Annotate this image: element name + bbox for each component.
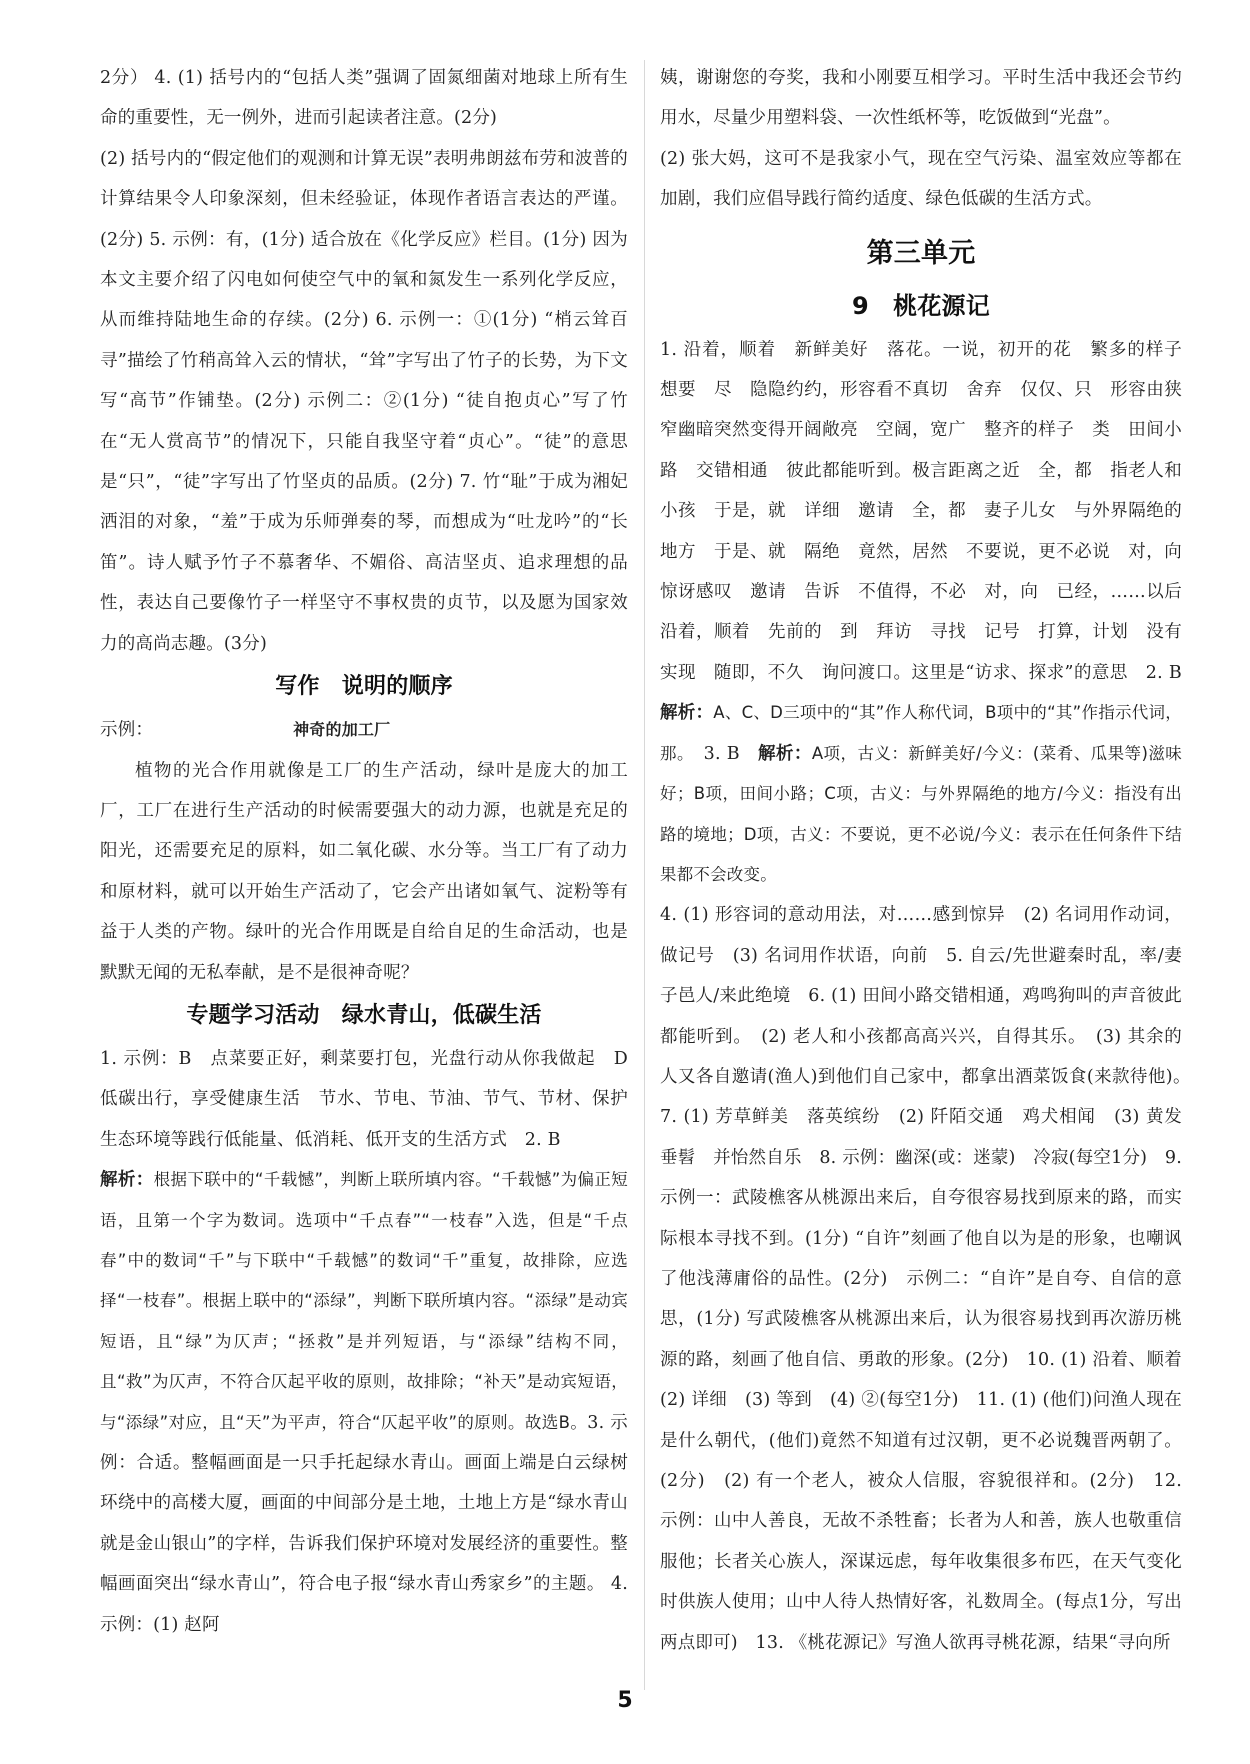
answer-block: (2) 张大妈，这可不是我家小气，现在空气污染、温室效应等都在加剧，我们应倡导践行简约适度、绿色低碳的生活方式。 xyxy=(660,148,1182,210)
unit-heading: 第三单元 xyxy=(866,237,976,269)
analysis-text: 根据下联中的“千载憾”，判断上联所填内容。“千载憾”为偏正短语，且第一个字为数词。选项中“千点春”“一枝春”入选，但是“千点春”中的数词“千”与下联中“千载憾”的数词“千”重复，故排除，应选择“一枝春”。根据上联中的“添绿”，判断下联所填内容。“添绿”是动宾短语，且“绿”为仄声；“拯救”是并列短语，与“添绿”结构不同，且“救”为仄声，不符合仄起平收的原则，故排除；“补天”是动宾短语，与“添绿”对应，且“天”为平声，符合“仄起平收”的原则。故选B。 xyxy=(100,1170,628,1432)
answer-block: 4. (1) 形容词的意动用法，对……感到惊异 (2) 名词用作动词，做记号 (3) 名词用作状语，向前 5. 自云/先世避秦时乱，率/妻子邑人/来此绝境 6. (1) 田间小路交错相通，鸡鸣狗叫的声音彼此都能听到。 (2) 老人和小孩都高高兴兴，自得其乐。 (3) 其余的人又各自邀请(渔人)到他们自己家中，都拿出酒菜饭食(来款待他)。 7. (1) 芳草鲜美 落英缤纷 (2) 阡陌交通 鸡犬相闻 (3) 黄发垂髫 并怡然自乐 8. 示例：幽深(或：迷蒙) 冷寂(每空1分) 9. 示例一：武陵樵客从桃源出来后，自夸很容易找到原来的路，而实际根本寻找不到。(1分) “自许”刻画了他自以为是的形象，也嘲讽了他浅薄庸俗的品性。(2分) 示例二：“自许”是自夸、自信的意思，(1分) 写武陵樵客从桃源出来后，认为很容易找到再次游历桃源的路，刻画了他自信、勇敢的形象。(2分) 10. (1) 沿着、顺着 (2) 详细 (3) 等到 (4) ②(每空1分) 11. (1) (他们)问渔人现在是什么朝代，(他们)竟然不知道有过汉朝，更不必说魏晋两朝了。(2分) (2) 有一个老人，被众人信服，容貌很祥和。(2分) 12. 示例：山中人善良，无故不杀牲畜；长者为人和善，族人也敬重信服他；长者关心族人，深谋远虑，每年收集很多布匹，在天气变化时供族人使用；山中人待人热情好客，礼数周全。(每点1分，写出两点即可) 13. 《桃花源记》写渔人欲再寻桃花源，结果“寻向所 xyxy=(660,905,1200,1653)
analysis-block xyxy=(100,1160,628,1645)
answer-text: 1. 沿着，顺着 新鲜美好 落花。一说，初开的花 繁多的样子 想要 尽 隐隐约约，形容看不真切 舍弃 仅仅、只 形容由狭窄幽暗突然变得开阔敞亮 空阔，宽广 整齐的样子 类 田间小路 交错相通 彼此都能听到。极言距离之近 全，都 指老人和小孩 于是，就 详细 邀请 全，都 妻子儿女 与外界隔绝的地方 于是、就 隔绝 竟然，居然 不要说，更不必说 对，向 惊讶感叹 邀请 告诉 不值得，不必 对，向 已经，……以后 沿着，顺着 先前的 到 拜访 寻找 记号 打算，计划 没有实现 随即，不久 询问渡口。这里是“访求、探求”的意思 2. B xyxy=(660,339,1200,683)
analysis-label: 解析： xyxy=(100,1170,154,1191)
left-column xyxy=(100,58,646,1645)
answer-block xyxy=(660,330,1200,896)
section-heading-writing: 写作 说明的顺序 xyxy=(275,674,453,700)
answer-block: 2分） 4. (1) 括号内的“包括人类”强调了固氮细菌对地球上所有生命的重要性，无一例外，进而引起读者注意。(2分) xyxy=(100,68,628,129)
analysis-text: A项，古义：新鲜美好/今义：(菜肴、瓜果等)滋味好；B项，田间小路；C项，古义：与外界隔绝的地方/今义：指没有出路的境地；D项，古义：不要说，更不必说/今义：表示在任何条件下结果都不会改变。 xyxy=(660,743,1183,884)
example-label: 示例： xyxy=(100,720,154,741)
example-title: 神奇的加工厂 xyxy=(293,720,391,740)
answer-text: 3. B xyxy=(703,743,740,764)
answer-block: 姨，谢谢您的夸奖，我和小刚要互相学习。平时生活中我还会节约用水，尽量少用塑料袋、一次性纸杯等，吃饭做到“光盘”。 xyxy=(660,68,1182,129)
answer-block: 1. 示例：B 点菜要正好，剩菜要打包，光盘行动从你我做起 D 低碳出行，享受健康生活 节水、节电、节油、节气、节材、保护生态环境等践行低能量、低消耗、低开支的生活方式 2. B xyxy=(100,1048,646,1150)
answer-text: 3. 示例：合适。整幅画面是一只手托起绿水青山。画面上端是白云绿树环绕中的高楼大厦，画面的中间部分是土地，土地上方是“绿水青山就是金山银山”的字样，告诉我们保护环境对发展经济的重要性。整幅画面突出“绿水青山”，符合电子报“绿水青山秀家乡”的主题。 4. 示例：(1) 赵阿 xyxy=(100,1412,629,1635)
right-column xyxy=(660,58,1200,1663)
analysis-label: 解析： xyxy=(660,703,714,724)
example-essay: 植物的光合作用就像是工厂的生产活动，绿叶是庞大的加工厂，工厂在进行生产活动的时候需要强大的动力源，也就是充足的阳光，还需要充足的原料，如二氧化碳、水分等。当工厂有了动力和原材料，就可以开始生产活动了，它会产出诸如氧气、淀粉等有益于人类的产物。绿叶的光合作用既是自给自足的生命活动，也是默默无闻的无私奉献，是不是很神奇呢？ xyxy=(100,760,628,983)
column-divider xyxy=(644,60,645,1690)
section-heading-project: 专题学习活动 绿水青山，低碳生活 xyxy=(186,1002,542,1028)
example-line xyxy=(100,710,628,750)
answer-block: (2) 括号内的“假定他们的观测和计算无误”表明弗朗兹布劳和波普的计算结果令人印象深刻，但未经验证，体现作者语言表达的严谨。(2分) 5. 示例：有，(1分) 适合放在《化学反应》栏目。(1分) 因为本文主要介绍了闪电如何使空气中的氧和氮发生一系列化学反应，从而维持陆地生命的存续。(2分) 6. 示例一：①(1分) “梢云耸百寻”描绘了竹稍高耸入云的情状，“耸”字写出了竹子的长势，为下文写“高节”作铺垫。(2分) 示例二：②(1分) “徒自抱贞心”写了竹在“无人赏高节”的情况下，只能自我坚守着“贞心”。“徒”的意思是“只”，“徒”字写出了竹坚贞的品质。(2分) 7. 竹“耻”于成为湘妃洒泪的对象，“羞”于成为乐师弹奏的琴，而想成为“吐龙吟”的“长笛”。诗人赋予竹子不慕奢华、不媚俗、高洁坚贞、追求理想的品性，表达自己要像竹子一样坚守不事权贵的贞节，以及愿为国家效力的高尚志趣。(3分) xyxy=(100,148,628,654)
analysis-text: A、C、D三项中的“其”作人称代词，B项中的“其”作指示代词，那。 xyxy=(660,703,1182,763)
page-number: 5 xyxy=(617,1688,633,1713)
lesson-heading: 9 桃花源记 xyxy=(852,291,990,320)
analysis-label: 解析： xyxy=(757,743,812,764)
